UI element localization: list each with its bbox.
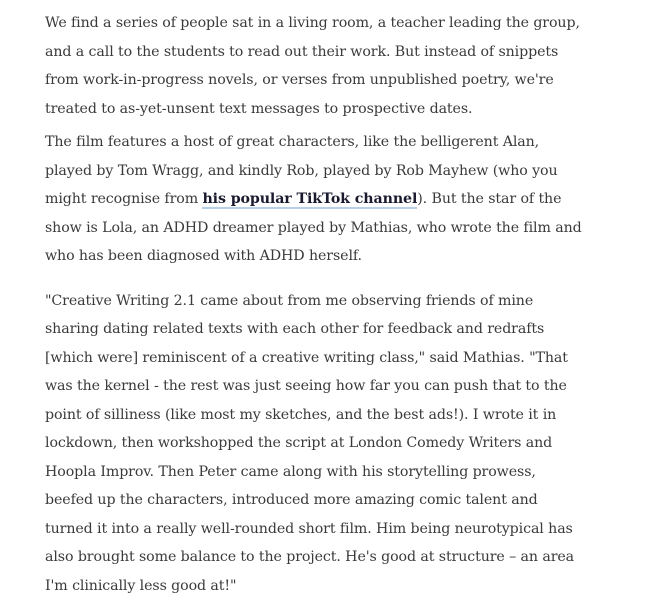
article-body xyxy=(45,9,585,600)
paragraph-characters xyxy=(45,128,585,271)
tiktok-channel-link[interactable]: his popular TikTok channel xyxy=(202,191,418,208)
paragraph-characters-text-after: ). But the star of the show is Lola, an ADHD dreamer played by Mathias, who wrote the film and who has been diagnosed with ADHD herself. xyxy=(45,191,582,265)
paragraph-quote: "Creative Writing 2.1 came about from me observing friends of mine sharing dating related texts with each other for feedback and redrafts [which were] reminiscent of a creative writing class," said Mathias. "That was the kernel - the rest was just seeing how far you can push that to the point of silliness (like most my sketches, and the best ads!). I wrote it in lockdown, then workshopped the script at London Comedy Writers and Hoopla Improv. Then Peter came along with his storytelling prowess, beefed up the characters, introduced more amazing comic talent and turned it into a really well-rounded short film. Him being neurotypical has also brought some balance to the project. He's good at structure – an area I'm clinically less good at!" xyxy=(45,292,575,594)
paragraph-intro: We find a series of people sat in a living room, a teacher leading the group, and a call to the students to read out their work. But instead of snippets from work-in-progress novels, or verses from unpublished poetry, we're treated to as-yet-unsent text messages to prospective dates. xyxy=(45,15,580,117)
paragraph-characters-text-before: The film features a host of great characters, like the belligerent Alan, played by Tom Wragg, and kindly Rob, played by Rob Mayhew (who you might recognise from xyxy=(45,134,558,208)
